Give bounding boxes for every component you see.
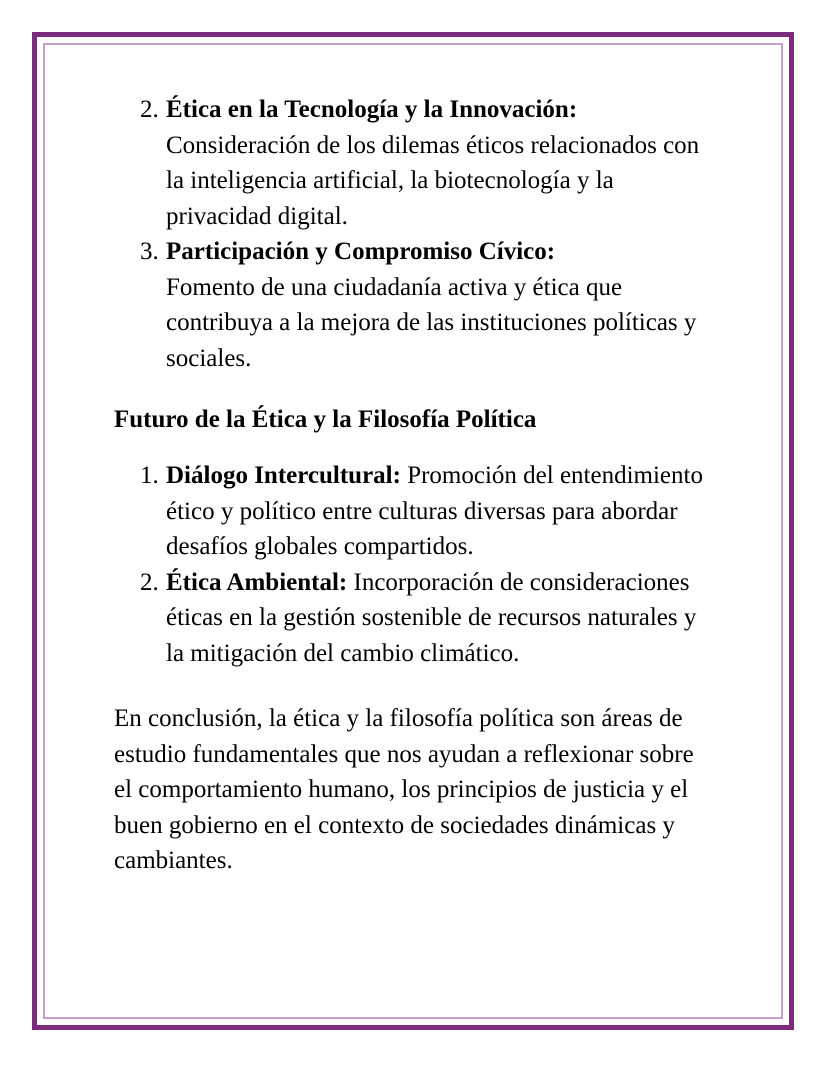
list-item-lead: Ética Ambiental:: [166, 568, 348, 596]
list-item-number: 1.: [140, 462, 159, 489]
numbered-list-future-ethics: [114, 458, 714, 671]
list-item-lead: Diálogo Intercultural:: [166, 462, 401, 489]
list-item-lead: Participación y Compromiso Cívico:: [166, 238, 556, 265]
spacer: [114, 436, 714, 458]
list-item: [114, 458, 714, 565]
list-item-body: Consideración de los dilemas éticos relacionados con la inteligencia artificial, la biotecnología y la privacidad digital.: [166, 131, 700, 230]
document-content: [114, 92, 714, 879]
list-item: [114, 234, 714, 376]
list-item: [114, 92, 714, 234]
list-item-number: 2.: [140, 568, 159, 596]
spacer: [114, 671, 714, 701]
closing-paragraph: En conclusión, la ética y la filosofía política son áreas de estudio fundamentales que nos ayudan a reflexionar sobre el comportamiento humano, los principios de justicia y el buen gobierno en el contexto de sociedades dinámicas y cambiantes.: [114, 705, 694, 874]
list-item-body: Incorporación de consideraciones éticas en la gestión sostenible de recursos naturales y la mitigación del cambio climático.: [166, 568, 697, 667]
list-item-lead: Ética en la Tecnología y la Innovación:: [166, 96, 578, 123]
list-item: [114, 565, 714, 672]
section-heading: Futuro de la Ética y la Filosofía Política: [114, 406, 537, 433]
list-item-number: 3.: [140, 238, 159, 265]
list-item-body: Fomento de una ciudadanía activa y ética que contribuya a la mejora de las instituciones políticas y sociales.: [166, 273, 697, 372]
list-item-body: Promoción del entendimiento ético y político entre culturas diversas para abordar desafíos globales compartidos.: [166, 462, 703, 560]
list-item-number: 2.: [140, 96, 159, 123]
spacer: [114, 376, 714, 404]
numbered-list-technology-ethics: [114, 92, 714, 376]
